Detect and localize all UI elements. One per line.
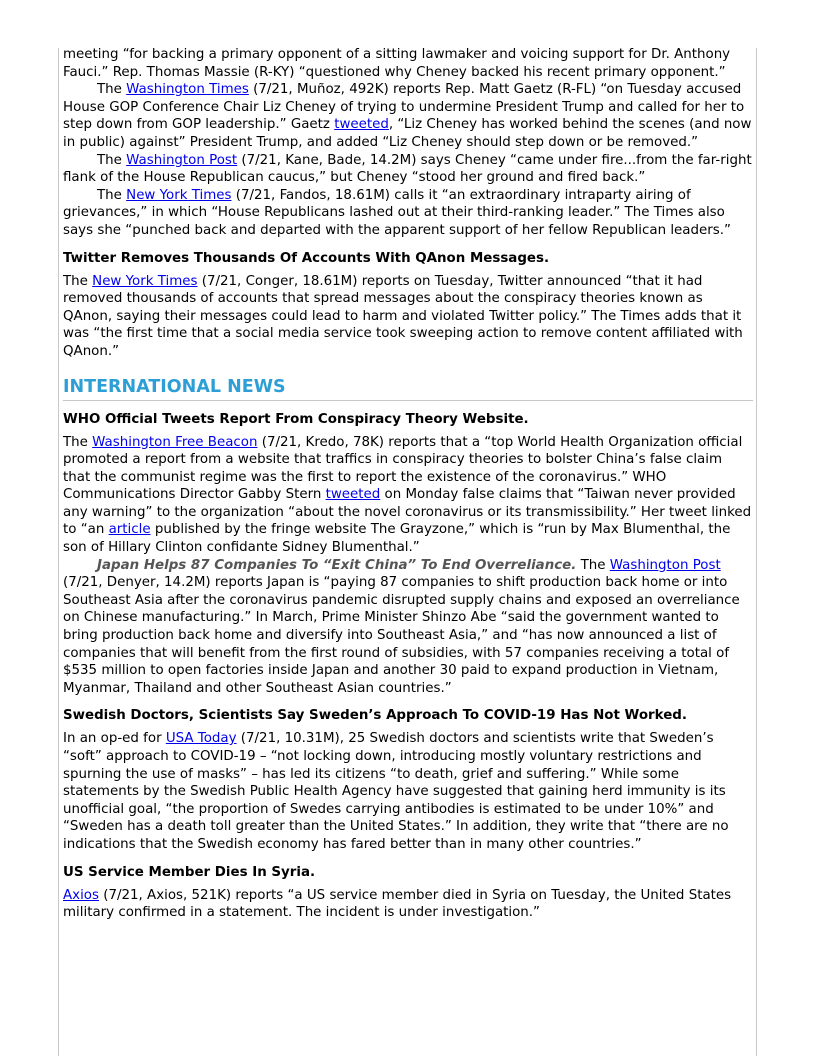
left-border-line bbox=[58, 48, 59, 1056]
who-tweet-paragraph: The Washington Free Beacon (7/21, Kredo, 78K) reports that a “top World Health Organization official promoted a report from a website that traffics in conspiracy theories to bolster China’s false claim that the communist regime was the first to report the existence of the coronavirus.” WHO Communications Director Gabby Stern tweeted on Monday false claims that “Taiwan never provided any warning” to the organization “about the novel coronavirus or its transmissibility.” Her tweet linked to “an article published by the fringe website The Grayzone,” which is “run by Max Blumenthal, the son of Hillary Clinton confidante Sidney Blumenthal.” bbox=[63, 434, 752, 556]
washington-post-paragraph: The Washington Post (7/21, Kane, Bade, 14.2M) says Cheney “came under fire...from the far-right flank of the House Republican caucus,” but Cheney “stood her ground and fired back.” bbox=[63, 152, 752, 186]
who-tweet-headline: WHO Official Tweets Report From Conspiracy Theory Website. bbox=[63, 411, 529, 427]
japan-washington-post-link[interactable]: Washington Post bbox=[609, 557, 721, 573]
twitter-nyt-link[interactable]: New York Times bbox=[92, 273, 198, 289]
japan-subheadline: Japan Helps 87 Companies To “Exit China” To End Overreliance. bbox=[97, 557, 577, 573]
twitter-qanon-paragraph: The New York Times (7/21, Conger, 18.61M) reports on Tuesday, Twitter announced “that it had removed thousands of accounts that spread messages about the conspiracy theories known as QAnon, saying their messages could lead to harm and violated Twitter policy.” The Times adds that it was “the first time that a social media service took sweeping action to remove content affiliated with QAnon.” bbox=[63, 273, 743, 359]
new-york-times-link[interactable]: New York Times bbox=[126, 187, 232, 203]
right-border-line bbox=[756, 48, 757, 1056]
washington-times-link[interactable]: Washington Times bbox=[126, 82, 249, 98]
newsletter-page bbox=[63, 46, 753, 922]
cheney-paragraph-continued: meeting “for backing a primary opponent of a sitting lawmaker and voicing support for Dr. Anthony Fauci.” Rep. Thomas Massie (R-KY) “questioned why Cheney backed his recent primary opponent.” bbox=[63, 47, 731, 80]
usa-today-link[interactable]: USA Today bbox=[165, 731, 237, 747]
new-york-times-paragraph: The New York Times (7/21, Fandos, 18.61M) calls it “an extraordinary intraparty airing of grievances,” in which “House Republicans lashed out at their third-ranking leader.” The Times also says she “punched back and departed with the apparent support of her fellow Republican leaders.” bbox=[63, 187, 731, 238]
international-news-section-title: INTERNATIONAL NEWS bbox=[63, 376, 753, 401]
washington-times-paragraph: The Washington Times (7/21, Muñoz, 492K) reports Rep. Matt Gaetz (R-FL) “on Tuesday accused House GOP Conference Chair Liz Cheney of trying to undermine President Trump and called for her to step down from GOP leadership.” Gaetz tweeted, “Liz Cheney has worked behind the scenes (and now in public) against” President Trump, and added “Liz Cheney should step down or be removed.” bbox=[63, 82, 752, 150]
axios-link[interactable]: Axios bbox=[63, 887, 99, 903]
syria-paragraph: Axios (7/21, Axios, 521K) reports “a US service member died in Syria on Tuesday, the United States military confirmed in a statement. The incident is under investigation.” bbox=[63, 887, 732, 921]
grayzone-article-link[interactable]: article bbox=[108, 522, 151, 538]
free-beacon-link[interactable]: Washington Free Beacon bbox=[92, 434, 258, 450]
gaetz-tweet-link[interactable]: tweeted bbox=[334, 117, 389, 133]
stern-tweet-link[interactable]: tweeted bbox=[325, 487, 381, 503]
sweden-paragraph: In an op-ed for USA Today (7/21, 10.31M), 25 Swedish doctors and scientists write that Sweden’s “soft” approach to COVID-19 – “not locking down, introducing mostly voluntary restrictions and spurning the use of masks” – has led its citizens “to death, grief and suffering.” While some statements by the Swedish Public Health Agency have suggested that gaining herd immunity is its unofficial goal, “the proportion of Swedes carrying antibodies is estimated to be under 10%” and “Sweden has a death toll greater than the United States.” In addition, they write that “there are no indications that the Swedish economy has fared better than in many other countries.” bbox=[63, 731, 729, 852]
syria-headline: US Service Member Dies In Syria. bbox=[63, 864, 316, 880]
sweden-headline: Swedish Doctors, Scientists Say Sweden’s Approach To COVID-19 Has Not Worked. bbox=[63, 708, 687, 724]
washington-post-link[interactable]: Washington Post bbox=[126, 152, 238, 168]
twitter-qanon-headline: Twitter Removes Thousands Of Accounts With QAnon Messages. bbox=[63, 250, 550, 266]
japan-paragraph: Japan Helps 87 Companies To “Exit China” To End Overreliance. The Washington Post (7/21, Denyer, 14.2M) reports Japan is “paying 87 companies to shift production back home or into Southeast Asia after the coronavirus pandemic disrupted supply chains and exposed an overreliance on Chinese manufacturing.” In March, Prime Minister Shinzo Abe “said the government wanted to bring production back home and diversify into Southeast Asia,” and “has now announced a list of companies that will benefit from the first round of subsidies, with 57 companies receiving a total of $535 million to open factories inside Japan and another 30 paid to expand production in Vietnam, Myanmar, Thailand and other Southeast Asian countries.” bbox=[63, 557, 740, 696]
